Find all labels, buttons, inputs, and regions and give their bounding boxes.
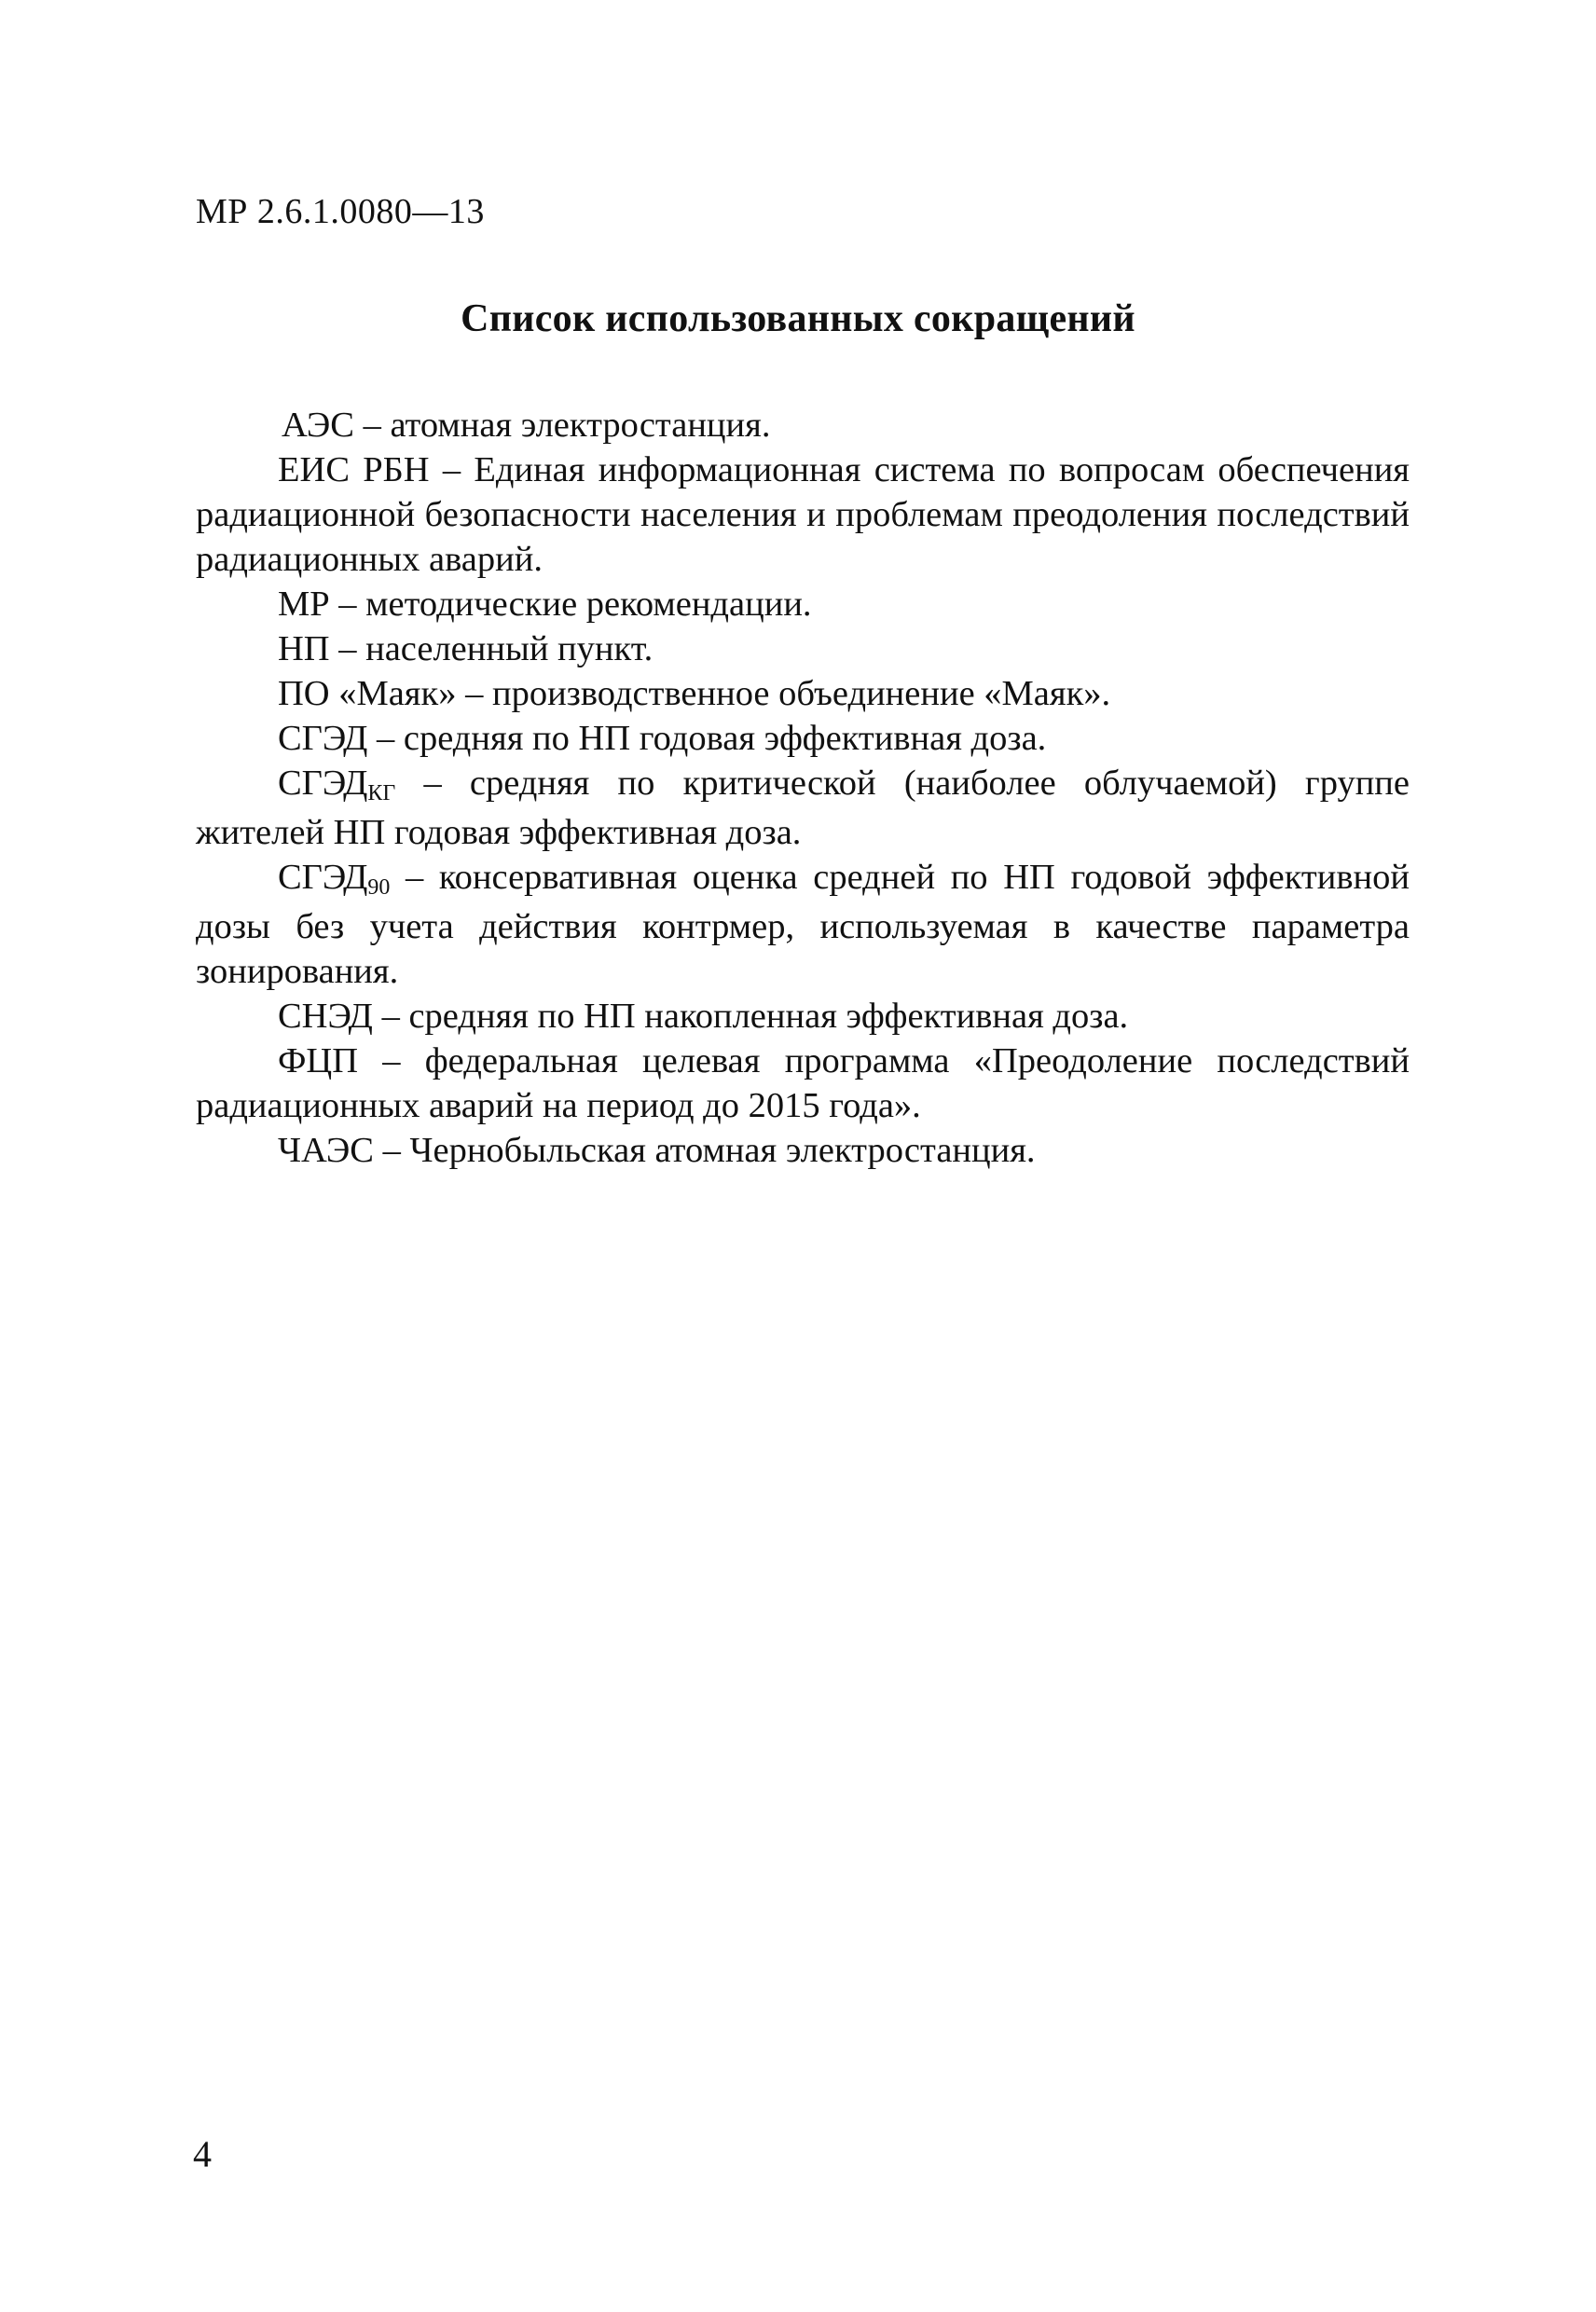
abbreviation-term: СГЭД — [278, 764, 368, 803]
abbreviation-term: ЧАЭС — [278, 1131, 374, 1170]
abbreviation-subscript: 90 — [367, 875, 391, 900]
abbreviation-term: ЕИС РБН — [278, 450, 430, 489]
list-item — [196, 761, 1410, 855]
abbreviation-term: ПО «Маяк» — [278, 674, 457, 713]
abbreviation-definition: – средняя по критической (наиболее облучаемой) группе жителей НП годовая эффективная доза. — [196, 764, 1410, 852]
page-title: Список использованных сокращений — [461, 297, 1135, 340]
page-number: 4 — [193, 2133, 212, 2175]
abbreviation-definition: – атомная электростанция. — [353, 406, 771, 445]
abbreviation-definition: – федеральная целевая программа «Преодоление последствий радиационных аварий на период до 2015 года». — [196, 1041, 1410, 1125]
list-item — [196, 994, 1410, 1039]
list-item — [196, 447, 1410, 582]
abbreviation-definition: – средняя по НП накопленная эффективная доза. — [372, 997, 1129, 1036]
list-item — [196, 626, 1410, 671]
abbreviation-list — [196, 403, 1410, 1173]
list-item — [196, 1128, 1410, 1173]
document-code: МР 2.6.1.0080—13 — [196, 192, 485, 231]
list-item — [196, 1039, 1410, 1128]
abbreviation-term: СГЭД — [278, 858, 368, 897]
abbreviation-subscript: КГ — [367, 781, 396, 805]
abbreviation-definition: – методические рекомендации. — [329, 585, 812, 624]
list-item — [196, 582, 1410, 626]
abbreviation-term: ФЦП — [278, 1041, 359, 1080]
abbreviation-term: МР — [278, 585, 330, 624]
abbreviation-term: СГЭД — [278, 719, 368, 758]
abbreviation-term: НП — [278, 629, 330, 668]
abbreviation-term: СНЭД — [278, 997, 373, 1036]
abbreviation-term: АЭС — [282, 406, 354, 445]
list-item — [196, 855, 1410, 994]
list-item — [196, 716, 1410, 761]
abbreviation-definition: – консервативная оценка средней по НП годовой эффективной дозы без учета действия контрмер, используемая в качестве параметра зонирования. — [196, 858, 1410, 991]
abbreviation-definition: – средняя по НП годовая эффективная доза. — [367, 719, 1047, 758]
abbreviation-definition: – Чернобыльская атомная электростанция. — [373, 1131, 1036, 1170]
list-item — [196, 403, 1410, 447]
abbreviation-definition: – производственное объединение «Маяк». — [456, 674, 1111, 713]
abbreviation-definition: – населенный пункт. — [329, 629, 654, 668]
abbreviation-definition: – Единая информационная система по вопросам обеспечения радиационной безопасности населения и проблемам преодоления последствий радиационных аварий. — [196, 450, 1410, 579]
list-item — [196, 671, 1410, 716]
